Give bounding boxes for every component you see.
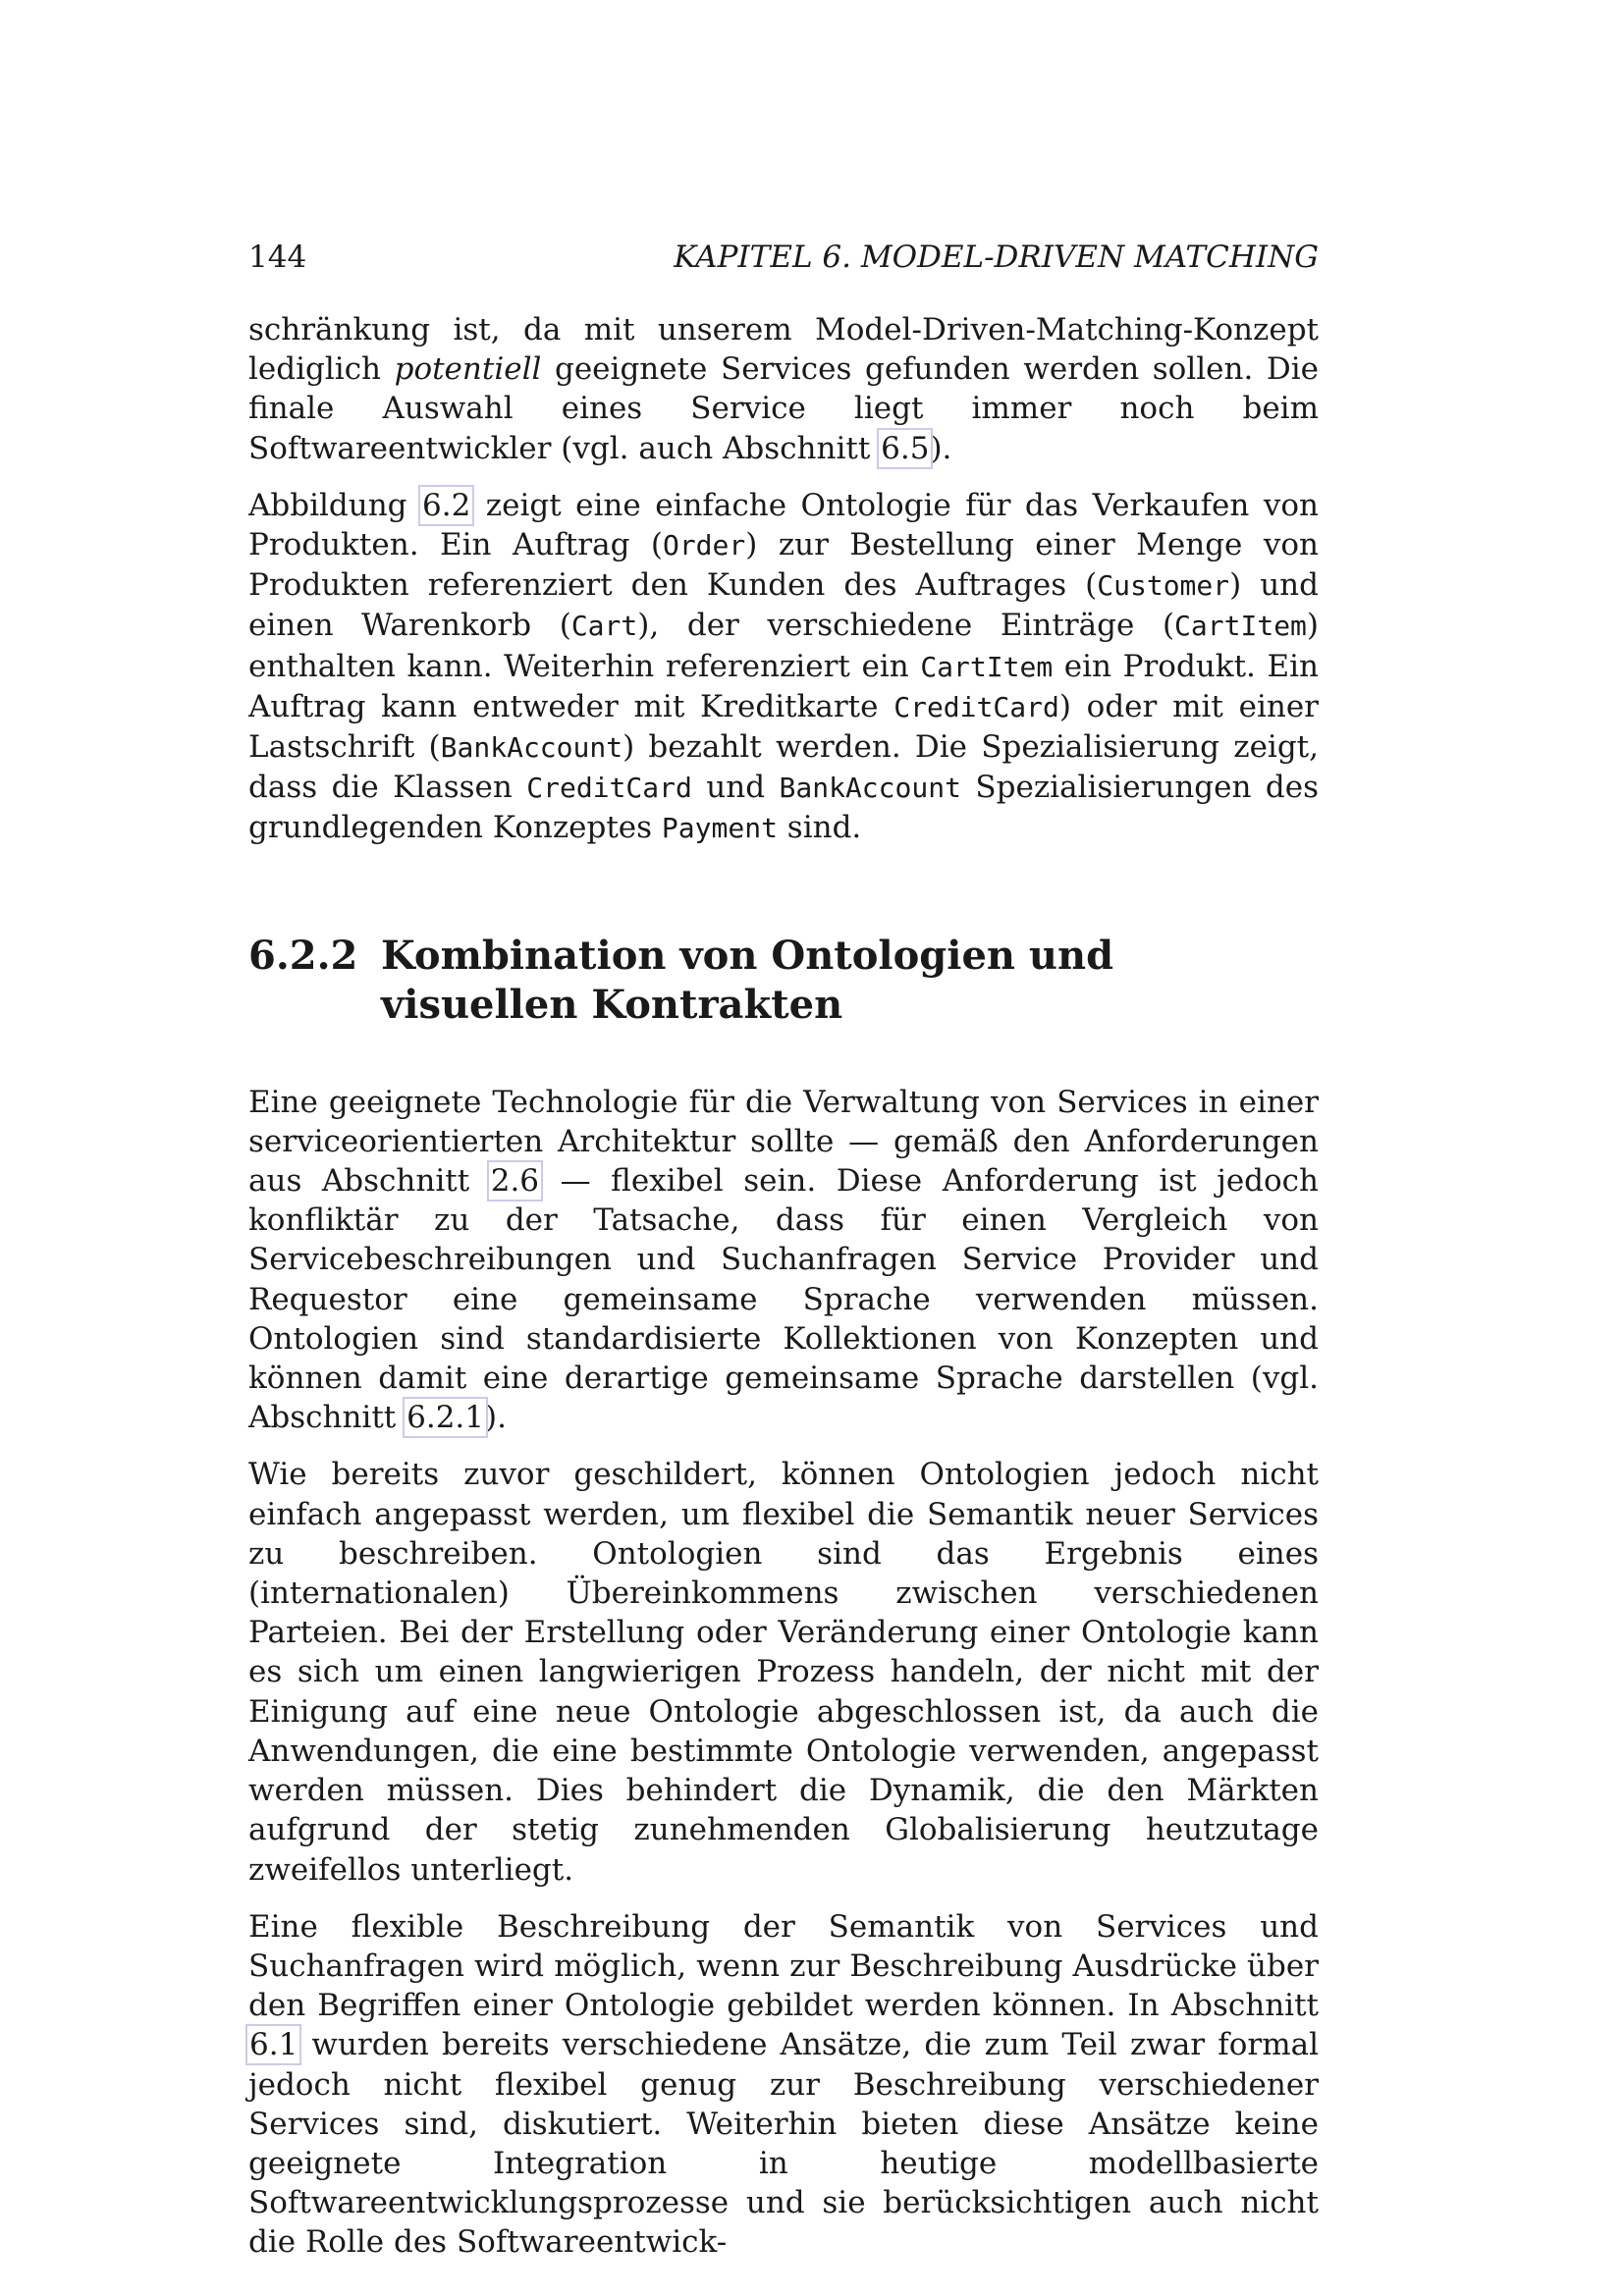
code-bankaccount: BankAccount — [779, 772, 961, 805]
section-link-6-2-1[interactable]: 6.2.1 — [406, 1400, 485, 1436]
page-number: 144 — [248, 240, 307, 275]
running-header — [248, 238, 1319, 277]
code-customer: Customer — [1097, 569, 1230, 603]
code-cartitem: CartItem — [1174, 610, 1307, 643]
code-cart: Cart — [570, 610, 638, 643]
code-bankaccount: BankAccount — [440, 731, 623, 765]
code-creditcard: CreditCard — [526, 772, 692, 805]
code-cartitem: CartItem — [920, 650, 1054, 683]
code-order: Order — [662, 529, 746, 562]
section-link-2-6[interactable]: 2.6 — [490, 1163, 540, 1200]
page-body — [248, 238, 1319, 2280]
paragraph-4: Wie bereits zuvor geschildert, können Ontologien jedoch nicht einfach angepasst werden, um flexibel die Semantik neuer Services zu beschreiben. Ontologien sind das Ergebnis eines (internationalen) Übereinkommens zwischen verschiedenen Parteien. Bei der Erstellung oder Veränderung einer Ontologie kann es sich um einen langwierigen Prozess handeln, der nicht mit der Einigung auf eine neue Ontologie abgeschlossen ist, da auch die Anwendungen, die eine bestimmte Ontologie verwenden, angepasst werden müssen. Dies behindert die Dynamik, die den Märkten aufgrund der stetig zunehmenden Globalisierung heutzutage zweifellos unterliegt. — [248, 1457, 1319, 1888]
paragraph-1: schränkung ist, da mit unserem Model-Driven-Matching-Konzept lediglich potentiell geeignete Services gefunden werden sollen. Die finale Auswahl eines Service liegt immer noch beim Softwareentwickler (vgl. auch Abschnitt 6.5). — [248, 312, 1319, 466]
section-link-6-1[interactable]: 6.1 — [249, 2027, 298, 2063]
code-payment: Payment — [661, 812, 778, 845]
section-number: 6.2.2 — [248, 932, 358, 979]
section-title: Kombination von Ontologien und visuellen Kontrakten — [381, 932, 1114, 1028]
paragraph-3: Eine geeignete Technologie für die Verwaltung von Services in einer serviceorientierten Architektur sollte — gemäß den Anforderungen aus Abschnitt 2.6 — flexibel sein. Diese Anforderung ist jedoch konfliktär zu der Tatsache, dass für einen Vergleich von Servicebeschreibungen und Suchanfragen Service Provider und Requestor eine gemeinsame Sprache verwenden müssen. Ontologien sind standardisierte Kollektionen von Konzepten und können damit eine derartige gemeinsame Sprache darstellen (vgl. Abschnitt 6.2.1). — [248, 1084, 1319, 1436]
section-heading — [248, 932, 1319, 1030]
figure-link-6-2[interactable]: 6.2 — [422, 487, 471, 523]
code-creditcard: CreditCard — [893, 690, 1059, 723]
paragraph-2: Abbildung 6.2 zeigt eine einfache Ontologie für das Verkaufen von Produkten. Ein Auftrag (Order) zur Bestellung einer Menge von Produkten referenziert den Kunden des Auftrages (Customer) und einen Warenkorb (Cart), der verschiedene Einträge (CartItem) enthalten kann. Weiterhin referenziert ein CartItem ein Produkt. Ein Auftrag kann entweder mit Kreditkarte CreditCard) oder mit einer Lastschrift (BankAccount) bezahlt werden. Die Spezialisierung zeigt, dass die Klassen CreditCard und BankAccount Spezialisierungen des grundlegenden Konzeptes Payment sind. — [248, 487, 1320, 846]
chapter-title: KAPITEL 6. MODEL-DRIVEN MATCHING — [674, 240, 1319, 275]
section-link-6-5[interactable]: 6.5 — [881, 430, 930, 466]
emphasis: potentiell — [394, 351, 542, 388]
paragraph-5: Eine flexible Beschreibung der Semantik von Services und Suchanfragen wird möglich, wenn zur Beschreibung Ausdrücke über den Begriffen einer Ontologie gebildet werden können. In Abschnitt 6.1 wurden bereits verschiedene Ansätze, die zum Teil zwar formal jedoch nicht flexibel genug zur Beschreibung verschiedener Services sind, diskutiert. Weiterhin bieten diese Ansätze keine geeignete Integration in heutige modellbasierte Softwareentwicklungsprozesse und sie berücksichtigen auch nicht die Rolle des Softwareentwick- — [248, 1908, 1319, 2261]
